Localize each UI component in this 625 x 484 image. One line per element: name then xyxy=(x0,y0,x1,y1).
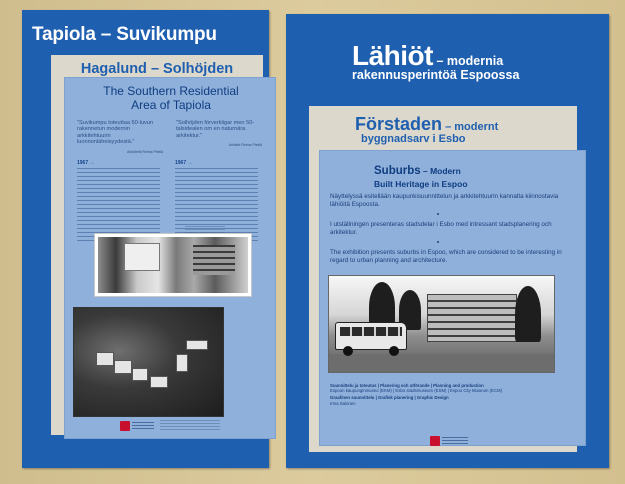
intro-english: The exhibition presents suburbs in Espoo, which are considered to be interesting in regard to urban planning and architecture. xyxy=(330,249,562,264)
title-line2: rakennusperintöä Espoossa xyxy=(352,68,520,82)
suburbs-title xyxy=(374,161,534,189)
poster-title: Tapiola – Suvikumpu xyxy=(32,24,217,45)
separator-dot xyxy=(437,241,439,243)
espoo-logo-icon xyxy=(430,436,440,446)
quote-finnish-author: Arkkitehti Reima Pietilä xyxy=(127,149,163,154)
suburbs-big: Suburbs xyxy=(374,165,421,177)
photo-bus-windows xyxy=(340,327,402,336)
body-text-finnish xyxy=(77,168,160,242)
photo-building xyxy=(132,368,148,381)
quote-swedish xyxy=(176,120,262,149)
suburbs-small: – Modern xyxy=(420,166,461,176)
espoo-logo-icon xyxy=(120,421,130,431)
logo-text xyxy=(442,437,468,445)
credit-line3: Graafinen suunnittelu | Grafisk planering | Graphic Design xyxy=(330,395,449,401)
english-subtitle: The Southern Residential Area of Tapiola xyxy=(103,84,239,112)
photo-apartment-building xyxy=(427,294,517,342)
suburbs-line2: Built Heritage in Espoo xyxy=(374,179,468,189)
quote-finnish xyxy=(77,120,163,155)
photo-wheel xyxy=(389,346,399,356)
footer-caption xyxy=(160,420,220,430)
intro-finnish: Näyttelyssä esitellään kaupunkisuunnittelun ja arkkitehtuurin kannalta kiinnostavia lähiöitä Espoosta. xyxy=(330,193,559,208)
photo-aerial-forest xyxy=(73,307,224,417)
credit-line1: Suunnittelu ja toteutus | Planering och utförande | Planning and production xyxy=(330,383,484,388)
poster-title-lahiot xyxy=(352,40,592,82)
quote-swedish-author: Arkitekt Reima Pietilä xyxy=(228,143,262,148)
photo-building xyxy=(150,376,168,388)
credit-line4: Irma Salonen xyxy=(330,400,356,406)
photo-building xyxy=(114,360,132,374)
photo-building xyxy=(186,340,208,350)
forstaden-big: Förstaden xyxy=(355,114,443,134)
photo-interior xyxy=(94,233,252,297)
suburbs-panel xyxy=(319,150,586,446)
swedish-subtitle: Hagalund – Solhöjden xyxy=(80,61,234,77)
photo-bookshelf xyxy=(193,245,235,275)
photo-wheel xyxy=(343,346,353,356)
photo-road xyxy=(329,354,555,373)
photo-bus-suburb xyxy=(328,275,555,373)
column-heading-finnish: 1967 → xyxy=(77,160,95,166)
forstaden-line2: byggnadsarv i Esbo xyxy=(361,133,466,145)
credits xyxy=(330,383,575,406)
forstaden-small: – modernt xyxy=(442,121,499,133)
separator-dot xyxy=(437,213,439,215)
quote-finnish-text: "Suvikumpu toteuttaa 50-luvun rakennetun modernin arkkitehtuurin luonnonläheisyydestä." xyxy=(77,120,153,146)
photo-interior-image xyxy=(98,237,248,293)
column-heading-swedish: 1967 → xyxy=(175,160,193,166)
quote-swedish-text: "Solhöjden förverkligar men 50-talsidealen om en naturnära arkitektur." xyxy=(176,120,255,139)
title-big: Lähiöt xyxy=(352,40,433,71)
logo-text xyxy=(132,422,154,430)
credit-line2: Espoon kaupunginmuseo (EKM) | Esbo stadsmuseum (ESM) | Espoo City Museum (ECM) xyxy=(330,388,503,394)
photo-window xyxy=(124,243,160,271)
title-small: – modernia xyxy=(433,54,504,68)
photo-building xyxy=(176,354,188,372)
photo-tree xyxy=(515,286,541,342)
forstaden-title xyxy=(355,114,555,145)
poster-lahiot xyxy=(286,14,609,468)
intro-swedish: I utställningen presenteras stadsdelar i Esbo med intressant stadsplanering och arkitektur. xyxy=(330,221,552,236)
photo-building xyxy=(96,352,114,366)
